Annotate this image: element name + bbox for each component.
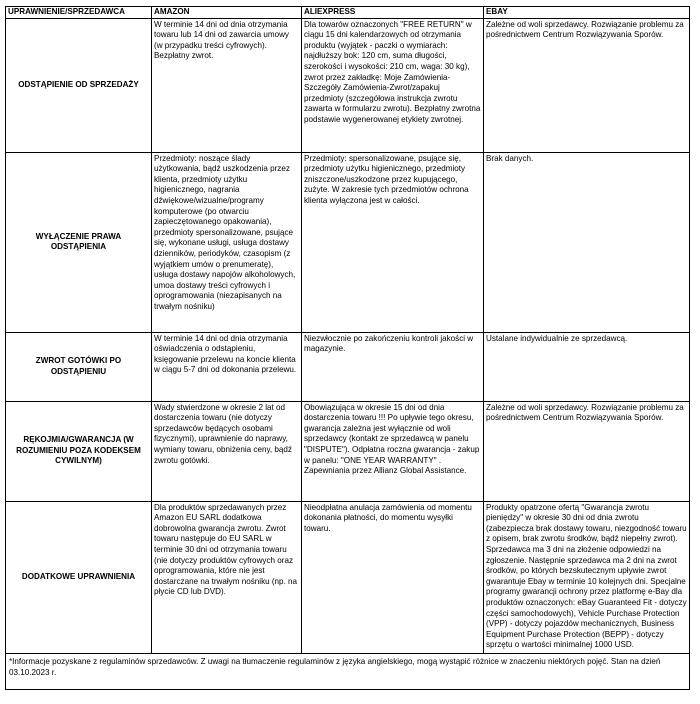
- cell-amazon: Wady stwierdzone w okresie 2 lat od dostarczenia towaru (nie dotyczy sprzedawców będących osobami fizycznymi), uprawnienie do naprawy, wymiany towaru, obniżenia ceny, bądź zwrotu gotówki.: [152, 401, 302, 501]
- table-row: [6, 332, 690, 401]
- cell-amazon: W terminie 14 dni od dnia otrzymania oświadczenia o odstąpieniu, księgowanie przelewu na koncie klienta w ciągu 5-7 dni od dokonania przelewu.: [152, 332, 302, 401]
- row-label-exclusions: WYŁĄCZENIE PRAWA ODSTĄPIENIA: [6, 152, 152, 332]
- cell-ebay: Zależne od woli sprzedawcy. Rozwiązanie problemu za pośrednictwem Centrum Rozwiązywania Sporów.: [484, 401, 690, 501]
- header-row: [6, 7, 690, 19]
- footnote: *Informacje pozyskane z regulaminów sprzedawców. Z uwagi na tłumaczenie regulaminów z języka angielskiego, mogą wystąpić różnice w znaczeniu niektórych pojęć. Stan na dzień 03.10.2023 r.: [6, 653, 690, 689]
- cell-aliexpress: Niezwłocznie po zakończeniu kontroli jakości w magazynie.: [302, 332, 484, 401]
- footnote-row: [6, 653, 690, 689]
- cell-aliexpress: Przedmioty: spersonalizowane, psujące się, przedmioty użytku higienicznego, przedmioty zniszczone/uszkodzone przez kupującego, zużyte. W zakresie tych przedmiotów ochrona klienta wyłączona jest w całości.: [302, 152, 484, 332]
- cell-ebay: Ustalane indywidualnie ze sprzedawcą.: [484, 332, 690, 401]
- header-amazon: AMAZON: [152, 7, 302, 19]
- comparison-document: [5, 6, 695, 690]
- header-ebay: EBAY: [484, 7, 690, 19]
- cell-ebay: Produkty opatrzone ofertą "Gwarancja zwrotu pieniędzy" w okresie 30 dni od dnia zwrotu (zabezpiecza brak dostawy towaru, niezgodność towaru z opisem, brak zwrotu środków, bądź niepełny zwrot). Sprzedawca ma 3 dni na złożenie odpowiedzi na zgłoszenie. Następnie sprzedawca ma 2 dni na zwrot środków, po których bezskutecznym upływie zwrot gwarantuje Ebay w terminie 10 kolejnych dni. Specjalne programy gwarancji ochrony przez platformę e-Bay dla produktów oznaczonych: eBay Guaranteed Fit - dotyczy części samochodowych), Vehicle Purchase Protection (VPP) - dotyczy pojazdów mechanicznych, Business Equipment Purchase Protection (BEPP) - dotyczy sprzętu o wartości minimalnej 1000 USD.: [484, 501, 690, 653]
- row-label-refund: ZWROT GOTÓWKI PO ODSTĄPIENIU: [6, 332, 152, 401]
- cell-amazon: Przedmioty: noszące ślady użytkowania, bądź uszkodzenia przez klienta, przedmioty użytku higienicznego, nagrania dźwiękowe/wizualne/programy komputerowe (po otwarciu zapieczętowanego opakowania), przedmioty spersonalizowane, psujące się, wykonane usługi, usługa dostawy dzienników, periodyków, czasopism (z wyjątkiem umów o prenumeratę), usługa dostawy napojów alkoholowych, umoa dostawy treści cyfrowych i oprogramowania (niezapisanych na trwałym nośniku): [152, 152, 302, 332]
- row-label-additional-rights: DODATKOWE UPRAWNIENIA: [6, 501, 152, 653]
- cell-aliexpress: Nieodpłatna anulacja zamówienia od momentu dokonania płatności, do momentu wysyłki towaru.: [302, 501, 484, 653]
- cell-ebay: Brak danych.: [484, 152, 690, 332]
- table-row: [6, 501, 690, 653]
- table-row: [6, 18, 690, 152]
- cell-ebay: Zależne od woli sprzedawcy. Rozwiązanie problemu za pośrednictwem Centrum Rozwiązywania Sporów.: [484, 18, 690, 152]
- comparison-table: [5, 6, 690, 690]
- cell-aliexpress: Obowiązująca w okresie 15 dni od dnia dostarczenia towaru !!! Po upływie tego okresu, gwarancja zależna jest wyłącznie od woli sprzedawcy (kontakt ze sprzedawcą w panelu "DISPUTE"). Odpłatna roczna gwarancja - zakup w panelu: "ONE YEAR WARRANTY" . Zapewniania przez Allianz Global Assistance.: [302, 401, 484, 501]
- header-rights-seller: UPRAWNIENIE/SPRZEDAWCA: [6, 7, 152, 19]
- cell-amazon: Dla produktów sprzedawanych przez Amazon EU SARL dodatkowa dobrowolna gwarancja zwrotu. Zwrot towaru następuje do EU SARL w terminie 30 dni od otrzymania towaru (nie dotyczy produktów cyfrowych oraz oprogramowania, które nie jest dostarczane na trwałym nośniku (np. na płycie CD lub DVD).: [152, 501, 302, 653]
- row-label-warranty: RĘKOJMIA/GWARANCJA (W ROZUMIENIU POZA KODEKSEM CYWILNYM): [6, 401, 152, 501]
- header-aliexpress: ALIEXPRESS: [302, 7, 484, 19]
- table-row: [6, 401, 690, 501]
- table-row: [6, 152, 690, 332]
- cell-amazon: W terminie 14 dni od dnia otrzymania towaru lub 14 dni od zawarcia umowy (w przypadku treści cyfrowych). Bezpłatny zwrot.: [152, 18, 302, 152]
- cell-aliexpress: Dla towarów oznaczonych "FREE RETURN" w ciągu 15 dni kalendarzowych od otrzymania produktu (wyjątek - paczki o wymiarach: najdłuższy bok: 120 cm, suma długości, szerokości i wysokości: 210 cm, waga: 30 kg), zwrot przez zakładkę: Moje Zamówienia-Szczegóły Zamówienia-Zwrot/zapakuj przedmioty (szczegółowa instrukcja zwrotu zawarta w formularzu zwrotu). Bezpłatny zwrotna podstawie wygenerowanej etykiety zwrotnej.: [302, 18, 484, 152]
- row-label-withdrawal: ODSTĄPIENIE OD SPRZEDAŻY: [6, 18, 152, 152]
